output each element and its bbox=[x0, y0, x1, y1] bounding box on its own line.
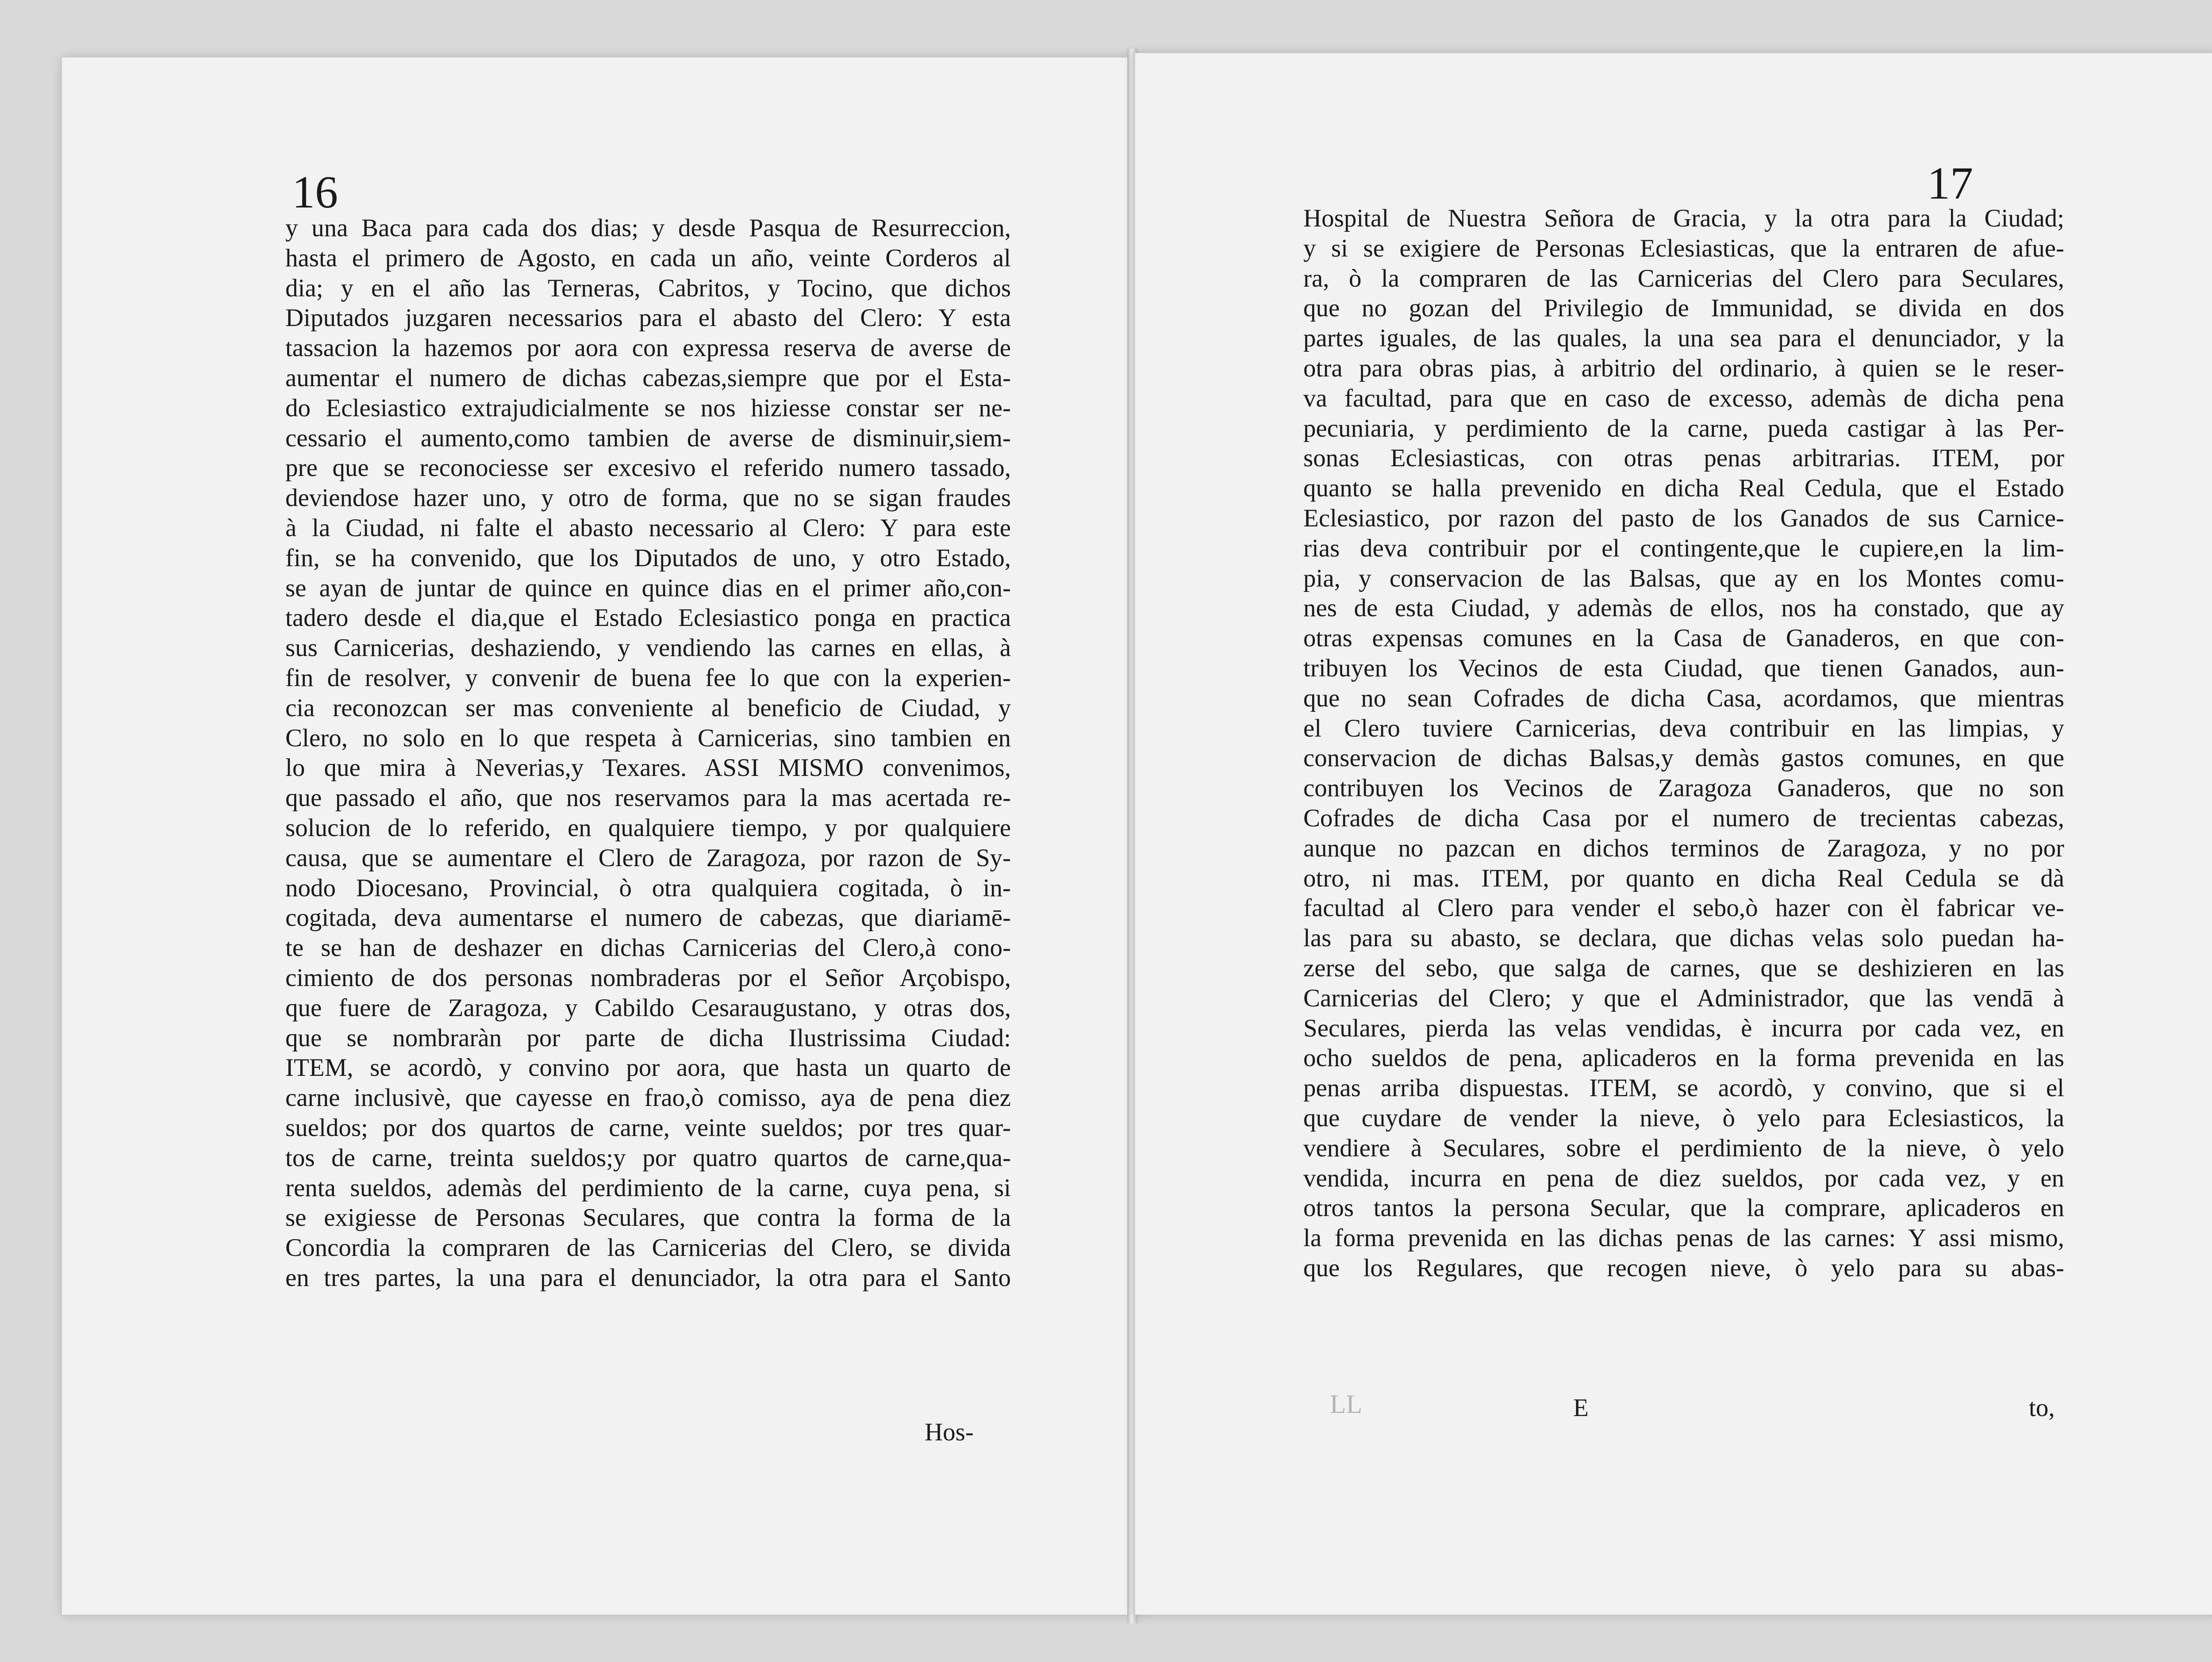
text-line: que passado el año, que nos reservamos para la mas acertada re- bbox=[285, 784, 1011, 812]
text-line: Carnicerias del Clero; y que el Administrador, que las vendā à bbox=[1303, 984, 2064, 1012]
right-page-text bbox=[1303, 203, 2064, 1283]
text-line: cimiento de dos personas nombraderas por el Señor Arçobispo, bbox=[285, 963, 1011, 992]
text-line: que fuere de Zaragoza, y Cabildo Cesaraugustano, y otras dos, bbox=[285, 994, 1011, 1022]
text-line: deviendose hazer uno, y otro de forma, que no se sigan fraudes bbox=[285, 484, 1011, 512]
text-line: otro, ni mas. ITEM, por quanto en dicha Real Cedula se dà bbox=[1303, 864, 2064, 892]
text-line: facultad al Clero para vender el sebo,ò hazer con èl fabricar ve- bbox=[1303, 894, 2064, 922]
text-line: nodo Diocesano, Provincial, ò otra qualquiera cogitada, ò in- bbox=[285, 874, 1011, 902]
text-line: sonas Eclesiasticas, con otras penas arbitrarias. ITEM, por bbox=[1303, 444, 2064, 472]
right-catchword: to, bbox=[2029, 1394, 2055, 1422]
text-line: se ayan de juntar de quince en quince dias en el primer año,con- bbox=[285, 574, 1011, 602]
text-line: contribuyen los Vecinos de Zaragoza Ganaderos, que no son bbox=[1303, 774, 2064, 802]
text-line: se exigiesse de Personas Seculares, que contra la forma de la bbox=[285, 1204, 1011, 1232]
text-line: cogitada, deva aumentarse el numero de cabezas, que diariamē- bbox=[285, 904, 1011, 932]
text-line: ra, ò la compraren de las Carnicerias del Clero para Seculares, bbox=[1303, 264, 2064, 292]
text-line: las para su abasto, se declara, que dichas velas solo puedan ha- bbox=[1303, 924, 2064, 952]
text-line: en tres partes, la una para el denunciador, la otra para el Santo bbox=[285, 1263, 1011, 1292]
text-line: pia, y conservacion de las Balsas, que ay en los Montes comu- bbox=[1303, 564, 2064, 592]
text-line: conservacion de dichas Balsas,y demàs gastos comunes, en que bbox=[1303, 744, 2064, 772]
text-line: Hospital de Nuestra Señora de Gracia, y la otra para la Ciudad; bbox=[1303, 204, 2064, 232]
text-line: vendida, incurra en pena de diez sueldos, por cada vez, y en bbox=[1303, 1164, 2064, 1192]
text-line: que cuydare de vender la nieve, ò yelo para Eclesiasticos, la bbox=[1303, 1104, 2064, 1132]
text-line: el Clero tuviere Carnicerias, deva contribuir en las limpias, y bbox=[1303, 714, 2064, 742]
signature-mark: E bbox=[1573, 1394, 1589, 1422]
text-line: pre que se reconociesse ser excesivo el referido numero tassado, bbox=[285, 454, 1011, 482]
text-line: otras expensas comunes en la Casa de Ganaderos, en que con- bbox=[1303, 624, 2064, 653]
text-line: aunque no pazcan en dichos terminos de Zaragoza, y no por bbox=[1303, 834, 2064, 862]
text-line: vendiere à Seculares, sobre el perdimiento de la nieve, ò yelo bbox=[1303, 1134, 2064, 1162]
text-line: tassacion la hazemos por aora con expressa reserva de averse de bbox=[285, 334, 1011, 362]
text-line: y una Baca para cada dos dias; y desde Pasqua de Resurreccion, bbox=[285, 214, 1011, 242]
text-line: rias deva contribuir por el contingente,que le cupiere,en la lim- bbox=[1303, 534, 2064, 562]
text-line: que los Regulares, que recogen nieve, ò yelo para su abas- bbox=[1303, 1254, 2064, 1282]
text-line: ITEM, se acordò, y convino por aora, que hasta un quarto de bbox=[285, 1054, 1011, 1082]
text-line: carne inclusivè, que cayesse en frao,ò comisso, aya de pena diez bbox=[285, 1084, 1011, 1112]
text-line: Eclesiastico, por razon del pasto de los Ganados de sus Carnice- bbox=[1303, 504, 2064, 532]
text-line: Seculares, pierda las velas vendidas, è incurra por cada vez, en bbox=[1303, 1014, 2064, 1042]
text-line: Diputados juzgaren necessarios para el abasto del Clero: Y esta bbox=[285, 304, 1011, 332]
text-line: cia reconozcan ser mas conveniente al beneficio de Ciudad, y bbox=[285, 694, 1011, 722]
text-line: penas arriba dispuestas. ITEM, se acordò, y convino, que si el bbox=[1303, 1074, 2064, 1102]
text-line: fin, se ha convenido, que los Diputados de uno, y otro Estado, bbox=[285, 544, 1011, 572]
right-page bbox=[1133, 53, 2212, 1615]
text-line: quanto se halla prevenido en dicha Real Cedula, que el Estado bbox=[1303, 474, 2064, 503]
left-page-number: 16 bbox=[292, 167, 338, 218]
text-line: te se han de deshazer en dichas Carnicerias del Clero,à cono- bbox=[285, 934, 1011, 962]
text-line: fin de resolver, y convenir de buena fee lo que con la experien- bbox=[285, 664, 1011, 692]
text-line: va facultad, para que en caso de excesso, ademàs de dicha pena bbox=[1303, 384, 2064, 412]
text-line: nes de esta Ciudad, y ademàs de ellos, nos ha constado, que ay bbox=[1303, 594, 2064, 622]
text-line: dia; y en el año las Terneras, Cabritos, y Tocino, que dichos bbox=[285, 274, 1011, 302]
text-line: hasta el primero de Agosto, en cada un año, veinte Corderos al bbox=[285, 244, 1011, 272]
text-line: sueldos; por dos quartos de carne, veinte sueldos; por tres quar- bbox=[285, 1113, 1011, 1142]
text-line: Concordia la compraren de las Carnicerias del Clero, se divida bbox=[285, 1234, 1011, 1262]
text-line: tos de carne, treinta sueldos;y por quatro quartos de carne,qua- bbox=[285, 1144, 1011, 1172]
left-page-text bbox=[285, 213, 1011, 1293]
text-line: Clero, no solo en lo que respeta à Carnicerias, sino tambien en bbox=[285, 724, 1011, 752]
right-page-number: 17 bbox=[1927, 158, 1973, 209]
text-line: cessario el aumento,como tambien de averse de disminuir,siem- bbox=[285, 424, 1011, 452]
text-line: que no gozan del Privilegio de Immunidad, se divida en dos bbox=[1303, 294, 2064, 322]
text-line: y si se exigiere de Personas Eclesiasticas, que la entraren de afue- bbox=[1303, 234, 2064, 262]
text-line: la forma prevenida en las dichas penas de las carnes: Y assi mismo, bbox=[1303, 1224, 2064, 1252]
text-line: sus Carnicerias, deshaziendo, y vendiendo las carnes en ellas, à bbox=[285, 634, 1011, 662]
text-line: solucion de lo referido, en qualquiere tiempo, y por qualquiere bbox=[285, 814, 1011, 842]
text-line: que no sean Cofrades de dicha Casa, acordamos, que mientras bbox=[1303, 684, 2064, 712]
text-line: otra para obras pias, à arbitrio del ordinario, à quien se le reser- bbox=[1303, 354, 2064, 382]
text-line: à la Ciudad, ni falte el abasto necessario al Clero: Y para este bbox=[285, 514, 1011, 542]
text-line: partes iguales, de las quales, la una sea para el denunciador, y la bbox=[1303, 324, 2064, 353]
text-line: pecuniaria, y perdimiento de la carne, pueda castigar à las Per- bbox=[1303, 414, 2064, 442]
text-line: lo que mira à Neverias,y Texares. ASSI MISMO convenimos, bbox=[285, 754, 1011, 782]
left-page bbox=[62, 58, 1140, 1615]
text-line: causa, que se aumentare el Clero de Zaragoza, por razon de Sy- bbox=[285, 844, 1011, 872]
text-line: zerse del sebo, que salga de carnes, que se deshizieren en las bbox=[1303, 954, 2064, 982]
text-line: otros tantos la persona Secular, que la comprare, aplicaderos en bbox=[1303, 1194, 2064, 1222]
text-line: aumentar el numero de dichas cabezas,siempre que por el Esta- bbox=[285, 364, 1011, 392]
text-line: que se nombraràn por parte de dicha Ilustrissima Ciudad: bbox=[285, 1024, 1011, 1052]
text-line: renta sueldos, ademàs del perdimiento de la carne, cuya pena, si bbox=[285, 1174, 1011, 1202]
text-line: Cofrades de dicha Casa por el numero de trecientas cabezas, bbox=[1303, 804, 2064, 832]
text-line: tadero desde el dia,que el Estado Eclesiastico ponga en practica bbox=[285, 604, 1011, 632]
faint-bleed-mark: LL bbox=[1330, 1389, 1363, 1419]
text-line: ocho sueldos de pena, aplicaderos en la forma prevenida en las bbox=[1303, 1044, 2064, 1072]
left-catchword: Hos- bbox=[925, 1418, 974, 1446]
text-line: tribuyen los Vecinos de esta Ciudad, que tienen Ganados, aun- bbox=[1303, 654, 2064, 682]
text-line: do Eclesiastico extrajudicialmente se nos hiziesse constar ser ne- bbox=[285, 394, 1011, 422]
